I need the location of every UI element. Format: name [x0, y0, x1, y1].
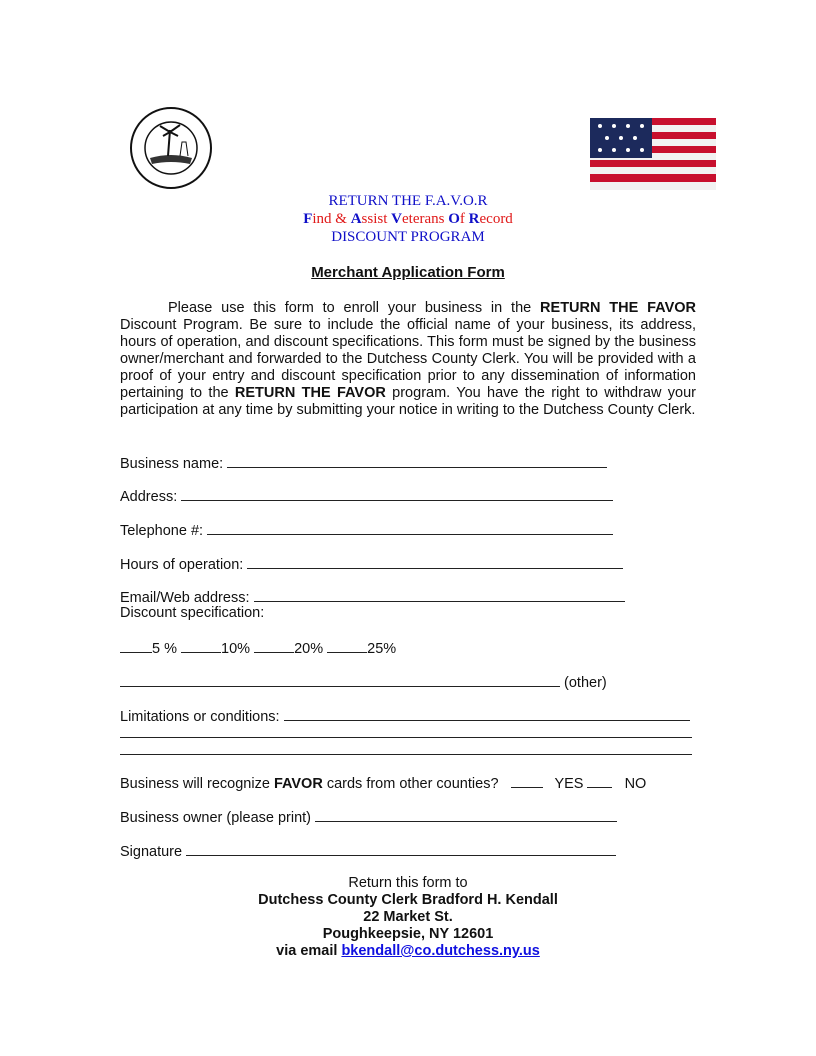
return-address	[0, 875, 816, 960]
discount-options[interactable]: 5 % 10% 20% 25%	[120, 639, 396, 658]
acronym-letter: F	[303, 211, 313, 227]
acronym-word-rest: ind &	[312, 211, 351, 227]
business-owner-field[interactable]: Business owner (please print)	[120, 808, 617, 827]
acronym-word-rest: ssist	[361, 211, 392, 227]
limitations-line-3[interactable]	[120, 754, 692, 755]
email-link[interactable]: bkendall@co.dutchess.ny.us	[341, 943, 540, 959]
program-acronym	[0, 210, 816, 228]
acronym-letter: R	[468, 211, 480, 227]
acronym-letter: O	[448, 211, 460, 227]
discount-label: Discount specification:	[120, 605, 265, 621]
limitations-field[interactable]: Limitations or conditions:	[120, 707, 690, 726]
american-flag-image	[590, 118, 716, 190]
via-email-label: via email	[276, 943, 342, 959]
address-field[interactable]: Address:	[120, 487, 613, 506]
recognize-cards-question[interactable]: Business will recognize FAVOR cards from other counties? YES NO	[120, 776, 647, 792]
county-seal-logo	[128, 106, 214, 190]
acronym-word-rest: ecord	[479, 211, 513, 227]
other-discount-field[interactable]: (other)	[120, 673, 607, 692]
program-title: RETURN THE F.A.V.O.R	[328, 193, 488, 209]
street-address: 22 Market St.	[363, 909, 453, 925]
email-field[interactable]: Email/Web address:	[120, 588, 625, 607]
telephone-field[interactable]: Telephone #:	[120, 521, 613, 540]
limitations-line-2[interactable]	[120, 737, 692, 738]
signature-field[interactable]: Signature	[120, 842, 616, 861]
business-name-field[interactable]: Business name:	[120, 454, 607, 473]
acronym-letter: V	[391, 211, 402, 227]
acronym-word-rest: f	[459, 211, 469, 227]
intro-paragraph: Please use this form to enroll your business in the RETURN THE FAVOR Discount Program. Be sure to include the official name of your business, its address, hours of operation, and discount specifications. This form must be signed by the business owner/merchant and forwarded to the Dutchess County Clerk. You will be provided with a proof of your entry and discount specification prior to any dissemination of information pertaining to the RETURN THE FAVOR program. You have the right to withdraw your participation at any time by submitting your notice in writing to the Dutchess County Clerk.	[120, 300, 696, 418]
city-state-zip: Poughkeepsie, NY 12601	[322, 926, 494, 942]
return-instruction: Return this form to	[348, 875, 468, 891]
clerk-name: Dutchess County Clerk Bradford H. Kendall	[258, 892, 558, 908]
form-title: Merchant Application Form	[311, 264, 505, 281]
hours-field[interactable]: Hours of operation:	[120, 555, 623, 574]
program-subtitle: DISCOUNT PROGRAM	[331, 229, 485, 245]
acronym-letter: A	[350, 211, 362, 227]
acronym-word-rest: eterans	[402, 211, 449, 227]
